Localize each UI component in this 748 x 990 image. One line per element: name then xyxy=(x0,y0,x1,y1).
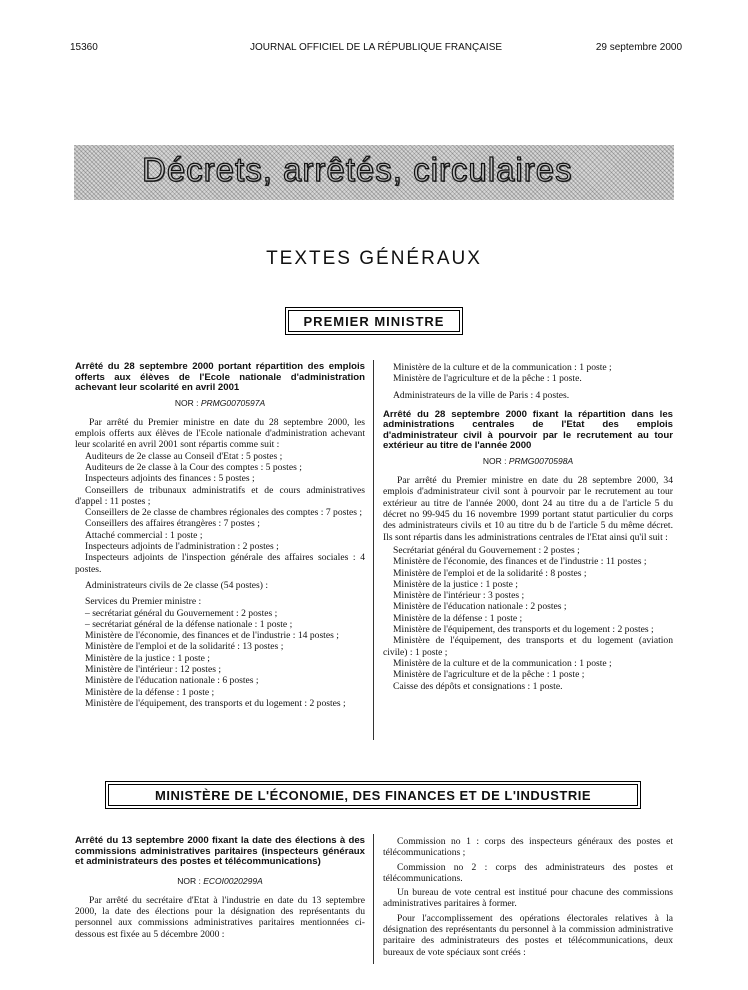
nor-reference: NOR : ECOI0020299A xyxy=(177,875,263,886)
article-intro: Par arrêté du Premier ministre en date du 28 septembre 2000, 34 emplois d'administrateur civil sont à pourvoir par le recrutement au tour extérieur au titre de l'année 2000, dont 24 au titre du a de l'article 5 du décret no 99-945 du 16 novembre 1999 portant statut particulier du corps des administrateurs civils et 10 au titre du b de l'article 5 du même décret. Ils sont répartis dans les administrations centrales de l'Etat ainsi qu'il suit : xyxy=(383,475,673,543)
list-item: Ministère de l'équipement, des transports et du logement : 2 postes ; xyxy=(85,697,346,709)
article-title: Arrêté du 28 septembre 2000 portant répartition des emplois offerts aux élèves de l'Ecole nationale d'administration achevant leur scolarité en avril 2001 xyxy=(75,361,365,393)
list-item: – secrétariat général de la défense nationale : 1 poste ; xyxy=(85,618,293,630)
paragraph: Un bureau de vote central est institué pour chacune des commissions administratives paritaires à former. xyxy=(383,887,673,910)
list-item: Ministère de l'économie, des finances et de l'industrie : 14 postes ; xyxy=(85,630,339,642)
article-elections xyxy=(75,836,365,940)
list-item: Inspecteurs adjoints des finances : 5 postes ; xyxy=(85,473,255,485)
list-item: Caisse des dépôts et consignations : 1 poste. xyxy=(393,680,563,692)
list-item: Inspecteurs adjoints de l'inspection générale des affaires sociales : 4 postes. xyxy=(75,552,365,575)
ministry-heading-premier xyxy=(285,307,463,335)
list-item: Ministère de la culture et de la communication : 1 poste ; xyxy=(393,362,612,373)
list-item: Ministère de la justice : 1 poste ; xyxy=(85,652,210,664)
nor-code: PRMG0070597A xyxy=(200,397,266,408)
article-intro: Par arrêté du Premier ministre en date du 28 septembre 2000, les emplois offerts aux élèves de l'Ecole nationale d'administration achevant leur scolarité en avril 2001 sont répartis comme suit : xyxy=(75,416,365,451)
list-item: Ministère de l'emploi et de la solidarité : 13 postes ; xyxy=(85,641,284,653)
ministry-heading-label: PREMIER MINISTRE xyxy=(288,310,460,332)
ministry-heading-economie xyxy=(105,781,641,809)
list-item: Ministère de l'agriculture et de la pêche : 1 poste. xyxy=(393,373,582,385)
list-item: Ministère de l'intérieur : 3 postes ; xyxy=(393,590,525,602)
list-item: Ministère de l'équipement, des transports et du logement (aviation civile) : 1 poste ; xyxy=(383,635,673,658)
list-item: Ministère de l'emploi et de la solidarité : 8 postes ; xyxy=(393,567,587,579)
list-item: Inspecteurs adjoints de l'administration : 2 postes ; xyxy=(85,541,279,553)
paragraph: Pour l'accomplissement des opérations électorales relatives à la désignation des représentants du personnel à la commission administrative paritaire des administrateurs des postes et télécommunications, deux bureaux de vote spéciaux sont créés : xyxy=(383,912,673,958)
paragraph: Commission no 1 : corps des inspecteurs généraux des postes et télécommunications ; xyxy=(383,836,673,859)
list-item: Ministère de la justice : 1 poste ; xyxy=(393,578,518,590)
list-item: Secrétariat général du Gouvernement : 2 postes ; xyxy=(393,544,580,556)
list-item: Services du Premier ministre : xyxy=(85,596,202,608)
list-item: Attaché commercial : 1 poste ; xyxy=(85,529,203,541)
nor-reference: NOR : PRMG0070597A xyxy=(174,397,266,408)
column-divider xyxy=(373,834,374,964)
article-intro: Par arrêté du secrétaire d'Etat à l'industrie en date du 13 septembre 2000, la date des élections pour la désignation des représentants du personnel aux commissions administratives paritaires mentionnées ci-dessous est fixée au 5 décembre 2000 : xyxy=(75,894,365,940)
list-item: Ministère de l'équipement, des transports et du logement : 2 postes ; xyxy=(393,624,654,636)
section-heading: TEXTES GÉNÉRAUX xyxy=(266,248,482,269)
list-item: Ministère de l'agriculture et de la pêche : 1 poste ; xyxy=(393,669,585,681)
paragraph: Commission no 2 : corps des administrateurs des postes et télécommunications. xyxy=(383,861,673,884)
column-divider xyxy=(373,360,374,740)
list-item: Ministère de l'éducation nationale : 2 postes ; xyxy=(393,601,567,613)
list-item: Administrateurs de la ville de Paris : 4 postes. xyxy=(393,389,570,401)
banner-title: Décrets, arrêtés, circulaires xyxy=(142,151,573,188)
journal-title: JOURNAL OFFICIEL DE LA RÉPUBLIQUE FRANÇAISE xyxy=(249,42,503,53)
article-title: Arrêté du 13 septembre 2000 fixant la date des élections à des commissions administratives paritaires (inspecteurs généraux et administrateurs des postes et télécommunications) xyxy=(75,835,365,867)
list-item: Ministère de l'économie, des finances et de l'industrie : 11 postes ; xyxy=(393,556,647,568)
list-item: Conseillers des affaires étrangères : 7 postes ; xyxy=(85,518,260,530)
list-item: Auditeurs de 2e classe à la Cour des comptes : 5 postes ; xyxy=(85,461,302,473)
article-continuation xyxy=(383,362,673,692)
nor-reference: NOR : PRMG0070598A xyxy=(482,455,574,466)
list-item: Administrateurs civils de 2e classe (54 postes) : xyxy=(85,579,269,591)
list-item: Auditeurs de 2e classe au Conseil d'Etat : 5 postes ; xyxy=(85,450,283,462)
article-elections-continued xyxy=(383,836,673,958)
running-header xyxy=(70,42,682,56)
issue-date: 29 septembre 2000 xyxy=(595,42,682,53)
list-item: Ministère de la défense : 1 poste ; xyxy=(85,686,215,698)
page-number: 15360 xyxy=(70,42,98,53)
nor-code: ECOI0020299A xyxy=(203,875,263,886)
list-item: Ministère de la culture et de la communication : 1 poste ; xyxy=(393,657,612,669)
list-item: Ministère de l'éducation nationale : 6 postes ; xyxy=(85,675,259,687)
list-item: Ministère de l'intérieur : 12 postes ; xyxy=(85,664,222,676)
article-ena-postes xyxy=(75,362,365,709)
list-item: Conseillers de 2e classe de chambres régionales des comptes : 7 postes ; xyxy=(85,507,363,519)
article-title: Arrêté du 28 septembre 2000 fixant la répartition dans les administrations centrales de l'Etat des emplois d'administrateur civil à pourvoir par le recrutement au tour extérieur au titre de l'année 2000 xyxy=(383,408,673,452)
list-item: – secrétariat général du Gouvernement : 2 postes ; xyxy=(85,607,278,619)
nor-code: PRMG0070598A xyxy=(508,455,574,466)
ministry-heading-label: MINISTÈRE DE L'ÉCONOMIE, DES FINANCES ET DE L'INDUSTRIE xyxy=(108,784,638,806)
section-banner xyxy=(74,145,674,200)
list-item: Ministère de la défense : 1 poste ; xyxy=(393,612,523,624)
list-item: Conseillers de tribunaux administratifs et de cours administratives d'appel : 11 postes ; xyxy=(75,484,365,507)
